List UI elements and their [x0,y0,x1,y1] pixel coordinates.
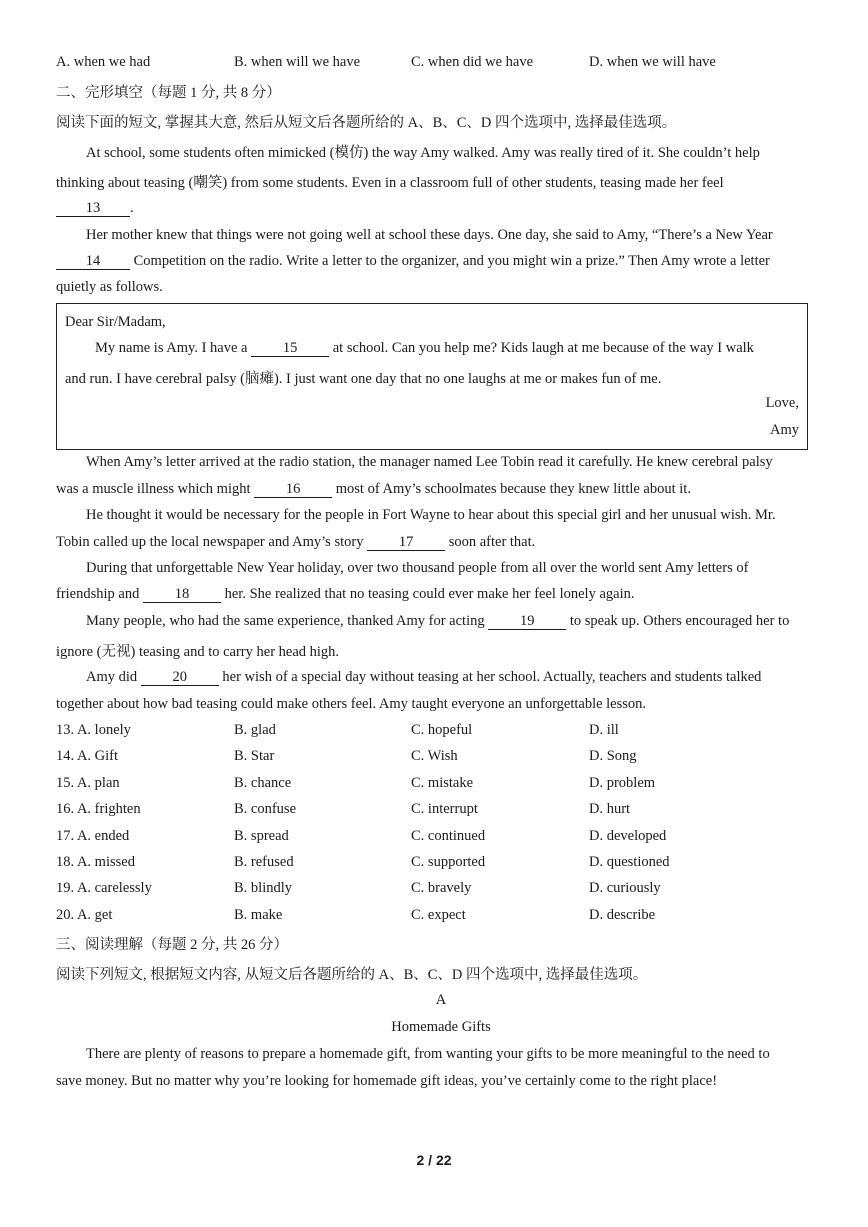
letter-line: My name is Amy. I have a 15 at school. Can you help me? Kids laugh at me because of the way I walk [95,340,754,356]
passage-line: During that unforgettable New Year holiday, over two thousand people from all over the world sent Amy letters of [86,560,749,576]
passage-line: save money. But no matter why you’re looking for homemade gift ideas, you’ve certainly come to the right place! [56,1073,718,1089]
section3-heading: 三、阅读理解（每题 2 分, 共 26 分） [56,937,288,953]
blank-18: 18 [143,587,221,603]
question-options-15: 15. A. plan B. chance C. mistake D. problem [56,775,656,791]
option-d: D. when we will have [589,54,716,70]
blank-13: 13 [56,201,130,217]
blank-20: 20 [141,670,219,686]
question-options-17: 17. A. ended B. spread C. continued D. developed [56,828,667,844]
question-options-14: 14. A. Gift B. Star C. Wish D. Song [56,748,637,764]
passage-line: 14 Competition on the radio. Write a letter to the organizer, and you might win a prize.” Then Amy wrote a letter [56,253,770,270]
question-options-20: 20. A. get B. make C. expect D. describe [56,907,656,923]
passage-line: friendship and 18 her. She realized that no teasing could ever make her feel lonely again. [56,586,635,602]
option-a: A. when we had [56,54,151,70]
passage-line: was a muscle illness which might 16 most of Amy’s schoolmates because they knew little about it. [56,481,691,497]
letter-line: and run. I have cerebral palsy (脑瘫). I just want one day that no one laughs at me or makes fun of me. [65,371,662,387]
section3-instruction: 阅读下列短文, 根据短文内容, 从短文后各题所给的 A、B、C、D 四个选项中, 选择最佳选项。 [56,967,648,983]
passage-line: 13 . [56,200,134,217]
passage-line: thinking about teasing (嘲笑) from some students. Even in a classroom full of other students, teasing made her feel [56,175,724,191]
passage-line: At school, some students often mimicked (模仿) the way Amy walked. Amy was really tired of it. She couldn’t help [86,145,760,161]
letter-greeting: Dear Sir/Madam, [65,314,166,330]
passage-line: He thought it would be necessary for the people in Fort Wayne to hear about this special girl and her unusual wish. Mr. [86,507,776,523]
passage-line: There are plenty of reasons to prepare a homemade gift, from wanting your gifts to be more meaningful to the need to [86,1046,770,1062]
blank-14: 14 [56,254,130,270]
passage-part-label: A [435,992,447,1008]
blank-16: 16 [254,482,332,498]
option-b: B. when will we have [234,54,361,70]
passage-line: Amy did 20 her wish of a special day without teasing at her school. Actually, teachers and students talked [86,669,762,685]
blank-15: 15 [251,341,329,357]
page-number: 2 / 22 [416,1152,452,1168]
passage-line: Her mother knew that things were not going well at school these days. One day, she said to Amy, “There’s a New Year [86,227,773,243]
section2-heading: 二、完形填空（每题 1 分, 共 8 分） [56,85,281,101]
question-options-16: 16. A. frighten B. confuse C. interrupt D. hurt [56,801,631,817]
question-options-13: 13. A. lonely B. glad C. hopeful D. ill [56,722,619,738]
passage-line: together about how bad teasing could make others feel. Amy taught everyone an unforgettable lesson. [56,696,647,712]
letter-box [56,303,808,450]
passage-line: When Amy’s letter arrived at the radio station, the manager named Lee Tobin read it carefully. He knew cerebral palsy [86,454,773,470]
prev-question-options [56,54,826,74]
letter-signature: Amy [770,422,799,438]
passage-line: Many people, who had the same experience, thanked Amy for acting 19 to speak up. Others encouraged her to [86,613,790,629]
blank-17: 17 [367,535,445,551]
passage-line: Tobin called up the local newspaper and Amy’s story 17 soon after that. [56,534,536,550]
section2-instruction: 阅读下面的短文, 掌握其大意, 然后从短文后各题所给的 A、B、C、D 四个选项中, 选择最佳选项。 [56,115,677,131]
question-options-19: 19. A. carelessly B. blindly C. bravely D. curiously [56,880,661,896]
passage-line: quietly as follows. [56,279,163,295]
option-c: C. when did we have [411,54,534,70]
letter-closing: Love, [765,395,799,411]
passage-title: Homemade Gifts [391,1019,491,1035]
question-options-18: 18. A. missed B. refused C. supported D. questioned [56,854,670,870]
passage-line: ignore (无视) teasing and to carry her head high. [56,644,340,660]
blank-19: 19 [488,614,566,630]
